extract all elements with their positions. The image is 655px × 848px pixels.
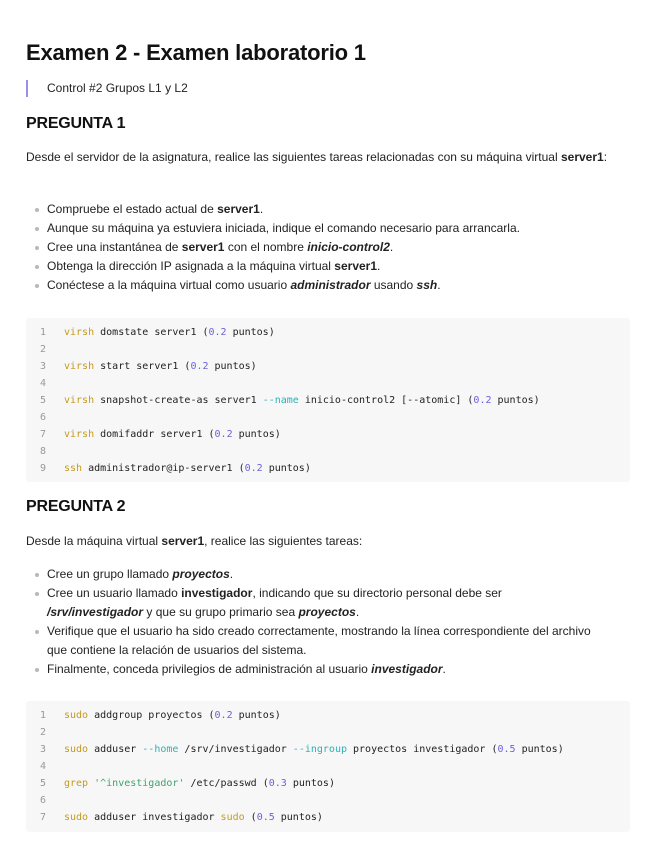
list-item: Cree un grupo llamado proyectos.	[26, 565, 636, 584]
code-line: 7 virsh domifaddr server1 (0.2 puntos)	[40, 429, 281, 440]
code-line: 1 sudo addgroup proyectos (0.2 puntos)	[40, 710, 281, 721]
list-item: Verifique que el usuario ha sido creado correctamente, mostrando la línea correspondiente del archivo que contiene la relación de usuarios del sistema.	[26, 622, 636, 660]
list-item: Aunque su máquina ya estuviera iniciada, indique el comando necesario para arrancarla.	[26, 219, 636, 238]
code-line: 6	[40, 795, 47, 806]
code-line: 3 virsh start server1 (0.2 puntos)	[40, 361, 257, 372]
code-line: 1 virsh domstate server1 (0.2 puntos)	[40, 327, 275, 338]
question-2-heading: PREGUNTA 2	[26, 498, 126, 515]
code-line: 3 sudo adduser --home /srv/investigador --ingroup proyectos investigador (0.5 puntos)	[40, 744, 564, 755]
code-line: 7 sudo adduser investigador sudo (0.5 puntos)	[40, 812, 323, 823]
list-item: Cree un usuario llamado investigador, indicando que su directorio personal debe ser /srv/investigador y que su grupo primario sea proyectos.	[26, 584, 636, 622]
code-line: 5 grep '^investigador' /etc/passwd (0.3 puntos)	[40, 778, 335, 789]
question-1-code-block[interactable]	[26, 318, 630, 482]
question-2-code-block[interactable]	[26, 701, 630, 832]
code-line: 5 virsh snapshot-create-as server1 --name inicio-control2 [--atomic] (0.2 puntos)	[40, 395, 540, 406]
list-item: Conéctese a la máquina virtual como usuario administrador usando ssh.	[26, 276, 636, 295]
code-line: 2	[40, 727, 47, 738]
page-title: Examen 2 - Examen laboratorio 1	[26, 40, 366, 65]
list-item: Finalmente, conceda privilegios de administración al usuario investigador.	[26, 660, 636, 679]
code-line: 6	[40, 412, 47, 423]
code-line: 8	[40, 446, 47, 457]
list-item: Cree una instantánea de server1 con el nombre inicio-control2.	[26, 238, 636, 257]
code-line: 4	[40, 378, 47, 389]
code-line: 9 ssh administrador@ip-server1 (0.2 puntos)	[40, 463, 311, 474]
question-2-task-list	[26, 565, 636, 679]
question-1-task-list	[26, 200, 636, 295]
code-line: 4	[40, 761, 47, 772]
code-line: 2	[40, 344, 47, 355]
question-1-heading: PREGUNTA 1	[26, 115, 126, 132]
list-item: Obtenga la dirección IP asignada a la máquina virtual server1.	[26, 257, 636, 276]
question-1-intro: Desde el servidor de la asignatura, realice las siguientes tareas relacionadas con su máquina virtual server1:	[26, 150, 608, 164]
list-item: Compruebe el estado actual de server1.	[26, 200, 636, 219]
subtitle-quote: Control #2 Grupos L1 y L2	[26, 80, 188, 97]
question-2-intro: Desde la máquina virtual server1, realice las siguientes tareas:	[26, 534, 363, 548]
